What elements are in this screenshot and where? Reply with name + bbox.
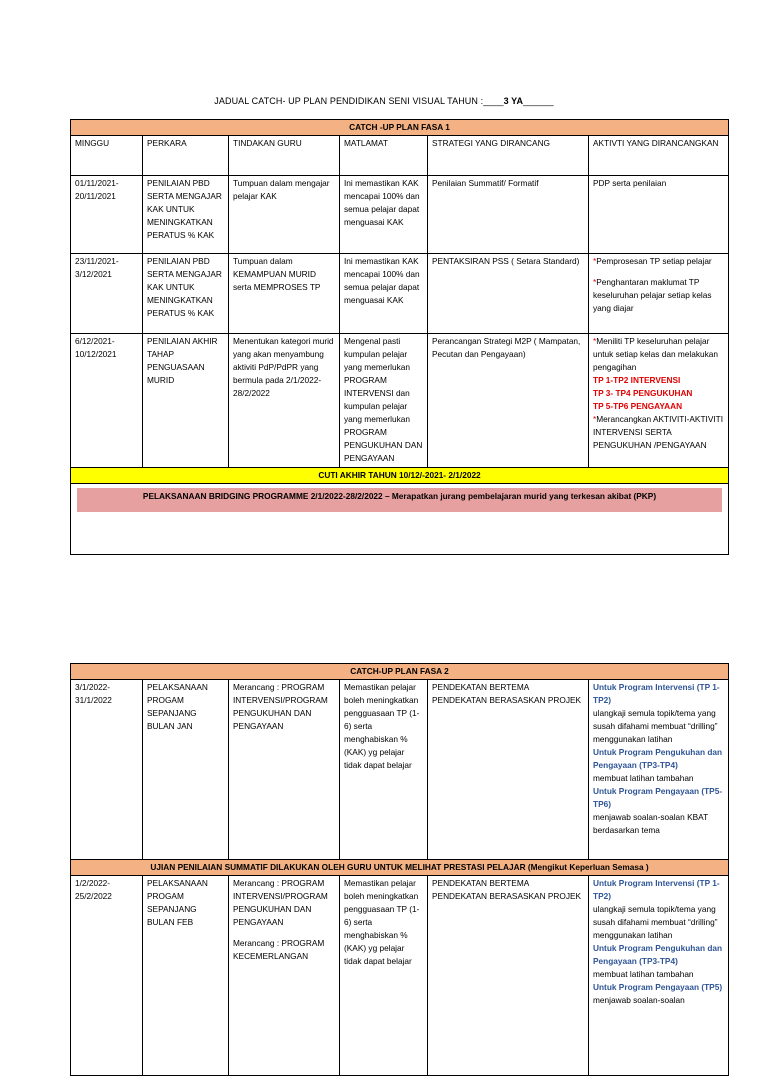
intervensi-text: ulangkaji semula topik/tema yang susah difahami membuat “drilling” menggunakan latihan [593, 904, 718, 940]
matlamat-cell: Mengenal pasti kumpulan pelajar yang memerlukan PROGRAM INTERVENSI dan kumpulan pelajar yang memerlukan PROGRAM PENGUKUHAN DAN PENGAYAAN [340, 334, 428, 468]
catchup-phase1-table [70, 119, 729, 555]
bullet-star: * [593, 277, 597, 287]
tindakan-cell [229, 876, 340, 1076]
aktiviti-item [593, 335, 724, 374]
header-aktiviti: AKTIVTI YANG DIRANCANGKAN [589, 136, 729, 176]
bridging-title: PELAKSANAAN BRIDGING PROGRAMME 2/1/2022-28/2/2022 [142, 491, 383, 501]
aktiviti-cell [589, 876, 729, 1076]
bridging-box [77, 488, 722, 512]
phase1-band: CATCH -UP PLAN FASA 1 [71, 120, 729, 136]
title-class: 3 YA [503, 96, 524, 106]
phase2-band: CATCH-UP PLAN FASA 2 [71, 664, 729, 680]
pengukuhan-text: membuat latihan tambahan [593, 969, 694, 979]
aktiviti-text: Pemprosesan TP setiap pelajar [596, 256, 712, 266]
bullet-star: * [593, 414, 597, 424]
phase2-band-row [71, 664, 729, 680]
perkara-cell: PENILAIAN AKHIR TAHAP PENGUASAAN MURID [143, 334, 229, 468]
aktiviti-cell [589, 680, 729, 860]
strategi-cell: PENDEKATAN BERTEMA PENDEKATAN BERASASKAN PROJEK [428, 680, 589, 860]
document-title [0, 96, 768, 106]
pengayaan-title: Untuk Program Pengayaan (TP5-TP6) [593, 786, 723, 809]
matlamat-cell: Ini memastikan KAK mencapai 100% dan semua pelajar dapat menguasai KAK [340, 176, 428, 254]
bridging-description: – Merapatkan jurang pembelajaran murid yang terkesan akibat (PKP) [382, 491, 657, 501]
header-row [71, 136, 729, 176]
phase1-band-row [71, 120, 729, 136]
catchup-phase2-table [70, 663, 729, 1076]
perkara-cell: PELAKSANAAN PROGAM SEPANJANG BULAN FEB [143, 876, 229, 1076]
matlamat-cell: Memastikan pelajar boleh meningkatkan pengguasaan TP (1-6) serta menghabiskan % (KAK) yg pelajar tidak dapat belajar [340, 876, 428, 1076]
pengukuhan-title: Untuk Program Pengukuhan dan Pengayaan (TP3-TP4) [593, 943, 723, 966]
pengayaan-text: menjawab soalan-soalan KBAT berdasarkan tema [593, 812, 708, 835]
tindakan-text: Merancang : PROGRAM KECEMERLANGAN [233, 938, 325, 961]
bridging-row [71, 484, 729, 555]
spacer [593, 268, 724, 276]
tindakan-cell: Menentukan kategori murid yang akan menyambung aktiviti PdP/PdPR yang bermula pada 2/1/2022-28/2/2022 [229, 334, 340, 468]
strategi-cell: Penilaian Summatif/ Formatif [428, 176, 589, 254]
aktiviti-text: Penghantaran maklumat TP keseluruhan pelajar setiap kelas yang diajar [593, 277, 712, 313]
bridging-cell [71, 484, 729, 555]
perkara-cell: PELAKSANAAN PROGAM SEPANJANG BULAN JAN [143, 680, 229, 860]
ujian-band: UJIAN PENILAIAN SUMMATIF DILAKUKAN OLEH GURU UNTUK MELIHAT PRESTASI PELAJAR (Mengikut Keperluan Semasa ) [71, 860, 729, 876]
pengukuhan-text: membuat latihan tambahan [593, 773, 694, 783]
strategi-cell: PENTAKSIRAN PSS ( Setara Standard) [428, 254, 589, 334]
tp-pengayaan-label: TP 5-TP6 PENGAYAAN [593, 401, 683, 411]
perkara-cell: PENILAIAN PBD SERTA MENGAJAR KAK UNTUK MENINGKATKAN PERATUS % KAK [143, 176, 229, 254]
minggu-cell: 6/12/2021-10/12/2021 [71, 334, 143, 468]
tindakan-cell: Tumpuan dalam KEMAMPUAN MURID serta MEMPROSES TP [229, 254, 340, 334]
strategi-cell: PENDEKATAN BERTEMA PENDEKATAN BERASASKAN PROJEK [428, 876, 589, 1076]
table-row [71, 334, 729, 468]
minggu-cell: 3/1/2022-31/1/2022 [71, 680, 143, 860]
bullet-star: * [593, 256, 597, 266]
table-row [71, 876, 729, 1076]
table-row [71, 254, 729, 334]
cuti-band: CUTI AKHIR TAHUN 10/12/-2021- 2/1/2022 [71, 468, 729, 484]
intervensi-text: ulangkaji semula topik/tema yang susah difahami membuat “drilling” menggunakan latihan [593, 708, 718, 744]
cuti-band-row [71, 468, 729, 484]
tindakan-cell: Merancang : PROGRAM INTERVENSI/PROGRAM PENGUKUHAN DAN PENGAYAAN [229, 680, 340, 860]
intervensi-title: Untuk Program Intervensi (TP 1-TP2) [593, 682, 720, 705]
header-matlamat: MATLAMAT [340, 136, 428, 176]
minggu-cell: 1/2/2022-25/2/2022 [71, 876, 143, 1076]
tindakan-text: Merancang : PROGRAM INTERVENSI/PROGRAM PENGUKUHAN DAN PENGAYAAN [233, 878, 328, 927]
header-minggu: MINGGU [71, 136, 143, 176]
header-perkara: PERKARA [143, 136, 229, 176]
matlamat-cell: Ini memastikan KAK mencapai 100% dan semua pelajar dapat menguasai KAK [340, 254, 428, 334]
pengukuhan-title: Untuk Program Pengukuhan dan Pengayaan (TP3-TP4) [593, 747, 723, 770]
header-tindakan: TINDAKAN GURU [229, 136, 340, 176]
header-strategi: STRATEGI YANG DIRANCANG [428, 136, 589, 176]
title-prefix: JADUAL CATCH- UP PLAN PENDIDIKAN SENI VISUAL TAHUN :____ [214, 96, 504, 106]
minggu-cell: 01/11/2021-20/11/2021 [71, 176, 143, 254]
aktiviti-text: PDP serta penilaian [593, 178, 667, 188]
tp-intervensi-label: TP 1-TP2 INTERVENSI [593, 375, 681, 385]
pengayaan-text: menjawab soalan-soalan [593, 995, 685, 1005]
aktiviti-cell [589, 254, 729, 334]
matlamat-cell: Memastikan pelajar boleh meningkatkan pengguasaan TP (1-6) serta menghabiskan % (KAK) yg pelajar tidak dapat belajar [340, 680, 428, 860]
pengayaan-title: Untuk Program Pengayaan (TP5) [593, 982, 723, 992]
table-row [71, 680, 729, 860]
aktiviti-item [593, 413, 724, 452]
aktiviti-text: Merancangkan AKTIVITI-AKTIVITI INTERVENSI SERTA PENGUKUHAN /PENGAYAAN [593, 414, 724, 450]
bullet-star: * [593, 336, 597, 346]
aktiviti-item [593, 255, 724, 268]
aktiviti-item [593, 276, 724, 315]
aktiviti-cell [589, 176, 729, 254]
tindakan-cell: Tumpuan dalam mengajar pelajar KAK [229, 176, 340, 254]
perkara-cell: PENILAIAN PBD SERTA MENGAJAR KAK UNTUK MENINGKATKAN PERATUS % KAK [143, 254, 229, 334]
strategi-cell: Perancangan Strategi M2P ( Mampatan, Pecutan dan Pengayaan) [428, 334, 589, 468]
intervensi-title: Untuk Program Intervensi (TP 1-TP2) [593, 878, 720, 901]
title-suffix: ______ [523, 96, 554, 106]
aktiviti-text: Meniliti TP keseluruhan pelajar untuk setiap kelas dan melakukan pengagihan [593, 336, 718, 372]
spacer [233, 929, 335, 937]
aktiviti-cell [589, 334, 729, 468]
minggu-cell: 23/11/2021-3/12/2021 [71, 254, 143, 334]
ujian-band-row [71, 860, 729, 876]
tp-pengukuhan-label: TP 3- TP4 PENGUKUHAN [593, 388, 693, 398]
table-row [71, 176, 729, 254]
